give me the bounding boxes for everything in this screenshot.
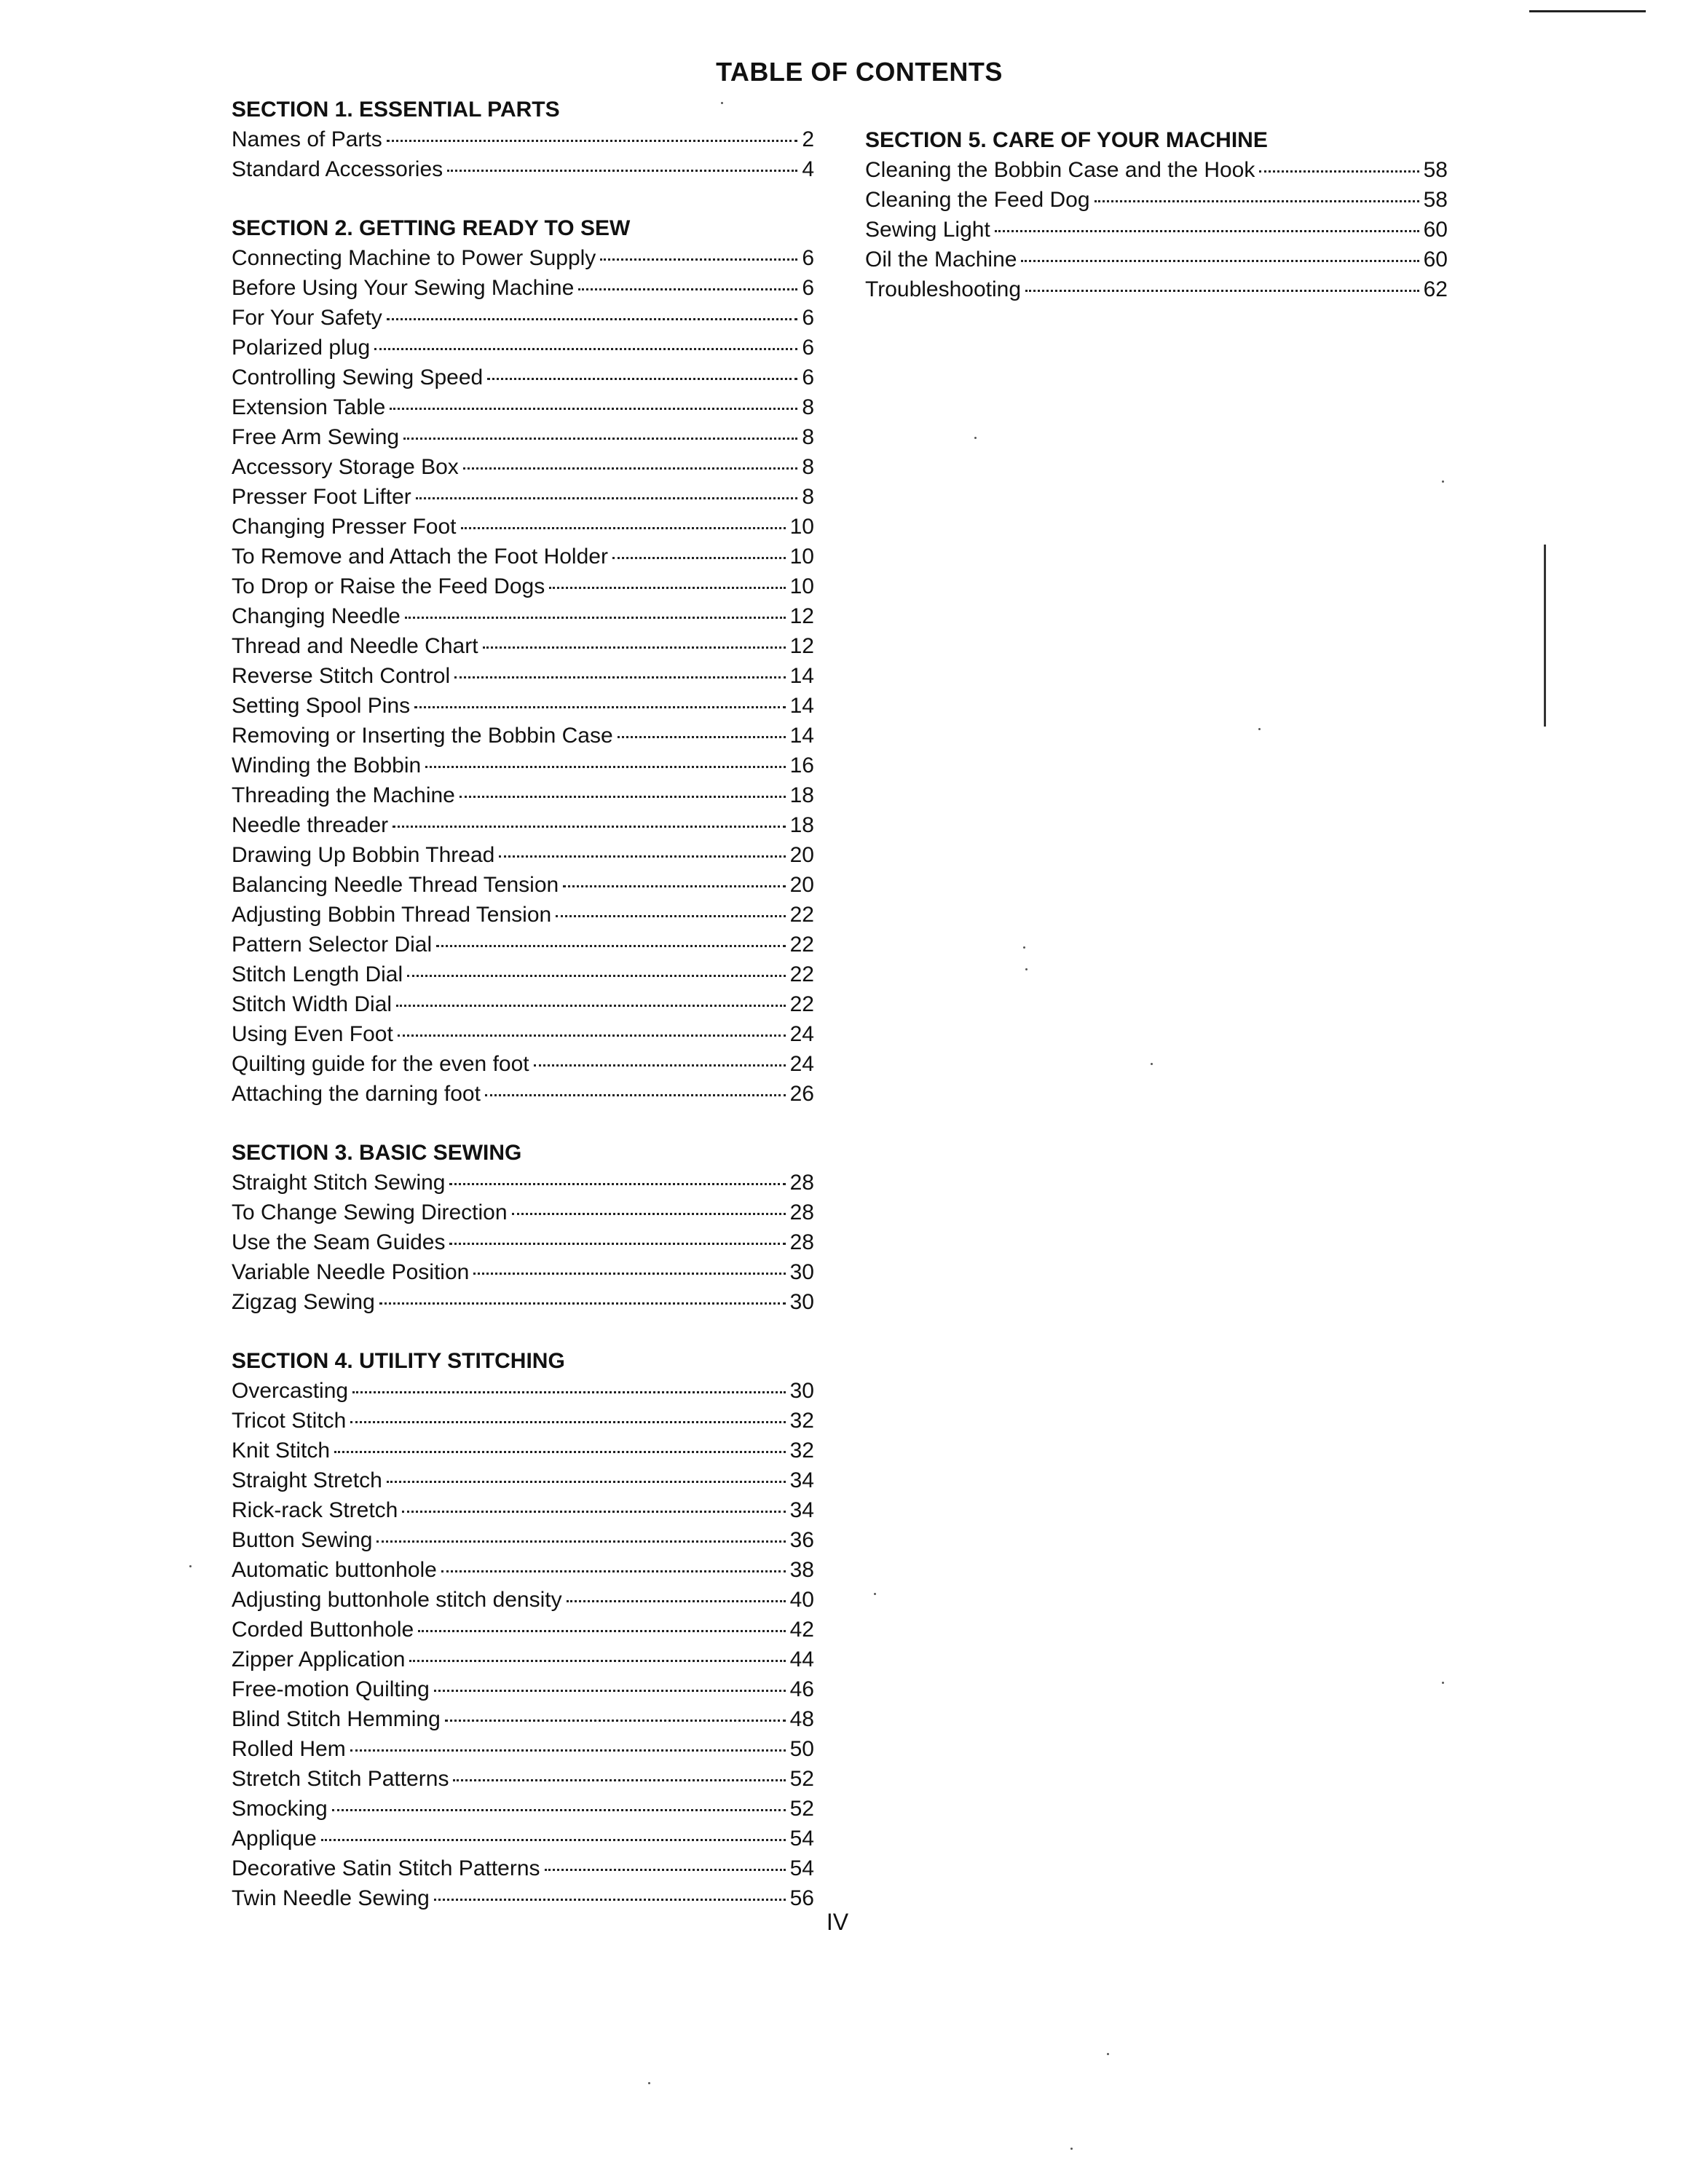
dot-leader — [578, 287, 797, 290]
entry-page-number: 22 — [789, 903, 814, 927]
dot-leader — [403, 436, 797, 440]
entry-label: Standard Accessories — [232, 157, 443, 181]
toc-entry — [865, 215, 1448, 245]
entry-page-number: 52 — [789, 1767, 814, 1791]
dot-leader — [352, 1390, 786, 1393]
scan-speck — [974, 437, 977, 439]
entry-label: Oil the Machine — [865, 248, 1017, 272]
entry-page-number: 2 — [802, 127, 814, 151]
section-heading: SECTION 4. UTILITY STITCHING — [232, 1349, 565, 1373]
toc-entry — [232, 124, 814, 154]
entry-label: Applique — [232, 1827, 317, 1851]
toc-entry — [232, 1257, 814, 1287]
entry-label: Free-motion Quilting — [232, 1677, 430, 1701]
entry-label: Straight Stitch Sewing — [232, 1171, 446, 1195]
entry-page-number: 26 — [789, 1082, 814, 1106]
entry-label: Rolled Hem — [232, 1737, 346, 1761]
entry-page-number: 28 — [789, 1200, 814, 1224]
scan-speck — [189, 1565, 192, 1567]
toc-entry — [232, 601, 814, 631]
entry-page-number: 44 — [789, 1647, 814, 1671]
section-heading: SECTION 3. BASIC SEWING — [232, 1141, 522, 1165]
toc-entry — [232, 1049, 814, 1079]
entry-label: Knit Stitch — [232, 1439, 331, 1463]
entry-page-number: 4 — [802, 157, 814, 181]
entry-label: Names of Parts — [232, 127, 382, 151]
toc-entry — [232, 631, 814, 661]
toc-entry — [232, 900, 814, 930]
dot-leader — [461, 526, 786, 529]
dot-leader — [350, 1420, 785, 1423]
entry-page-number: 36 — [789, 1528, 814, 1552]
toc-entry — [232, 661, 814, 691]
toc-entry — [232, 1019, 814, 1049]
entry-label: Twin Needle Sewing — [232, 1886, 430, 1910]
dot-leader — [376, 1539, 785, 1543]
entry-label: Before Using Your Sewing Machine — [232, 276, 575, 300]
entry-label: Sewing Light — [865, 218, 990, 242]
toc-entry — [232, 691, 814, 721]
entry-page-number: 10 — [789, 574, 814, 598]
dot-leader — [485, 1093, 786, 1096]
entry-label: Connecting Machine to Power Supply — [232, 246, 596, 270]
entry-page-number: 30 — [789, 1290, 814, 1314]
entry-page-number: 54 — [789, 1827, 814, 1851]
toc-entry — [232, 512, 814, 542]
toc-entry — [232, 1465, 814, 1495]
entry-page-number: 24 — [789, 1052, 814, 1076]
dot-leader — [454, 675, 786, 678]
dot-leader — [567, 1599, 786, 1602]
entry-page-number: 10 — [789, 515, 814, 539]
entry-label: Troubleshooting — [865, 277, 1022, 301]
dot-leader — [332, 1808, 786, 1811]
toc-entry — [232, 452, 814, 482]
dot-leader — [534, 1063, 786, 1067]
entry-page-number: 60 — [1423, 218, 1448, 242]
entry-page-number: 34 — [789, 1468, 814, 1492]
toc-section — [232, 95, 814, 184]
toc-entry — [232, 721, 814, 751]
entry-label: Automatic buttonhole — [232, 1558, 437, 1582]
dot-leader — [436, 943, 785, 947]
toc-entry — [232, 1824, 814, 1853]
toc-entry — [232, 780, 814, 810]
dot-leader — [473, 1271, 785, 1275]
toc-entry — [232, 243, 814, 273]
entry-label: Corded Buttonhole — [232, 1618, 414, 1642]
toc-entry — [232, 1376, 814, 1406]
toc-entry — [232, 571, 814, 601]
entry-label: Stitch Length Dial — [232, 962, 403, 986]
toc-entry — [232, 333, 814, 363]
entry-label: Zipper Application — [232, 1647, 406, 1671]
entry-page-number: 8 — [802, 455, 814, 479]
toc-entry — [232, 1704, 814, 1734]
toc-entry — [232, 1794, 814, 1824]
entry-page-number: 48 — [789, 1707, 814, 1731]
entry-page-number: 18 — [789, 783, 814, 807]
toc-entry — [232, 1227, 814, 1257]
dot-leader — [1025, 288, 1419, 292]
page-title: TABLE OF CONTENTS — [716, 57, 1003, 87]
dot-leader — [445, 1718, 786, 1722]
dot-leader — [374, 347, 797, 350]
toc-entry — [232, 870, 814, 900]
toc-section — [232, 1138, 814, 1317]
scan-speck — [721, 102, 723, 104]
dot-leader — [618, 735, 786, 738]
toc-entry — [232, 1585, 814, 1615]
entry-page-number: 54 — [789, 1856, 814, 1880]
toc-entry — [865, 155, 1448, 185]
entry-label: Changing Needle — [232, 604, 401, 628]
scan-speck — [1151, 1063, 1153, 1065]
dot-leader — [995, 229, 1419, 232]
dot-leader — [1021, 258, 1419, 262]
dot-leader — [387, 317, 798, 320]
entry-label: Removing or Inserting the Bobbin Case — [232, 724, 613, 748]
entry-page-number: 42 — [789, 1618, 814, 1642]
toc-entry — [232, 1883, 814, 1913]
toc-entry — [232, 1525, 814, 1555]
entry-page-number: 10 — [789, 545, 814, 569]
entry-label: For Your Safety — [232, 306, 382, 330]
entry-label: Stitch Width Dial — [232, 992, 393, 1016]
entry-page-number: 58 — [1423, 158, 1448, 182]
entry-label: Pattern Selector Dial — [232, 933, 433, 957]
entry-page-number: 22 — [789, 992, 814, 1016]
dot-leader — [441, 1569, 786, 1572]
toc-entry — [232, 392, 814, 422]
entry-page-number: 22 — [789, 933, 814, 957]
scan-side-line — [1544, 545, 1546, 727]
toc-left-column — [232, 95, 814, 1942]
entry-label: Rick-rack Stretch — [232, 1498, 398, 1522]
dot-leader — [612, 555, 786, 559]
toc-entry — [232, 363, 814, 392]
entry-page-number: 30 — [789, 1260, 814, 1284]
entry-page-number: 6 — [802, 306, 814, 330]
entry-label: Smocking — [232, 1797, 328, 1821]
entry-label: Quilting guide for the even foot — [232, 1052, 529, 1076]
entry-label: Adjusting buttonhole stitch density — [232, 1588, 562, 1612]
toc-entry — [232, 1615, 814, 1645]
dot-leader — [393, 824, 785, 828]
toc-entry — [232, 1436, 814, 1465]
scan-speck — [1258, 728, 1261, 730]
toc-entry — [865, 245, 1448, 274]
entry-page-number: 58 — [1423, 188, 1448, 212]
scan-speck — [1025, 968, 1028, 970]
toc-entry — [232, 482, 814, 512]
entry-page-number: 52 — [789, 1797, 814, 1821]
toc-entry — [232, 273, 814, 303]
scan-speck — [1107, 2053, 1109, 2055]
toc-entry — [232, 1406, 814, 1436]
scan-speck — [648, 2082, 650, 2084]
toc-section — [865, 125, 1448, 304]
entry-page-number: 6 — [802, 365, 814, 389]
section-heading: SECTION 2. GETTING READY TO SEW — [232, 216, 631, 240]
entry-label: Presser Foot Lifter — [232, 485, 411, 509]
entry-page-number: 32 — [789, 1409, 814, 1433]
dot-leader — [418, 1629, 785, 1632]
entry-page-number: 34 — [789, 1498, 814, 1522]
entry-label: Stretch Stitch Patterns — [232, 1767, 449, 1791]
entry-label: Overcasting — [232, 1379, 349, 1403]
scan-speck — [1023, 946, 1025, 949]
dot-leader — [449, 1241, 785, 1245]
toc-entry — [232, 154, 814, 184]
dot-leader — [460, 794, 786, 798]
entry-label: Blind Stitch Hemming — [232, 1707, 441, 1731]
entry-label: Drawing Up Bobbin Thread — [232, 843, 495, 867]
toc-entry — [232, 989, 814, 1019]
entry-label: To Drop or Raise the Feed Dogs — [232, 574, 545, 598]
scan-speck — [1442, 1682, 1444, 1684]
dot-leader — [600, 257, 797, 261]
dot-leader — [398, 1033, 786, 1037]
entry-page-number: 8 — [802, 395, 814, 419]
toc-entry — [232, 751, 814, 780]
entry-label: Button Sewing — [232, 1528, 373, 1552]
dot-leader — [545, 1867, 786, 1871]
toc-entry — [232, 1555, 814, 1585]
dot-leader — [556, 914, 785, 917]
toc-entry — [232, 1198, 814, 1227]
entry-label: Winding the Bobbin — [232, 753, 422, 778]
dot-leader — [390, 406, 797, 410]
entry-page-number: 24 — [789, 1022, 814, 1046]
toc-entry — [232, 1674, 814, 1704]
entry-page-number: 6 — [802, 276, 814, 300]
dot-leader — [487, 376, 797, 380]
entry-page-number: 20 — [789, 843, 814, 867]
entry-label: Using Even Foot — [232, 1022, 393, 1046]
dot-leader — [387, 138, 798, 142]
entry-label: Thread and Needle Chart — [232, 634, 478, 658]
toc-entry — [232, 1734, 814, 1764]
entry-page-number: 12 — [789, 604, 814, 628]
section-heading: SECTION 5. CARE OF YOUR MACHINE — [865, 128, 1268, 152]
entry-page-number: 12 — [789, 634, 814, 658]
toc-entry — [232, 1287, 814, 1317]
dot-leader — [563, 884, 785, 887]
scan-speck — [1442, 480, 1444, 483]
dot-leader — [453, 1778, 785, 1781]
entry-page-number: 20 — [789, 873, 814, 897]
toc-entry — [232, 1764, 814, 1794]
dot-leader — [549, 585, 785, 589]
dot-leader — [512, 1211, 786, 1215]
entry-label: To Change Sewing Direction — [232, 1200, 508, 1224]
dot-leader — [499, 854, 785, 858]
entry-label: Extension Table — [232, 395, 386, 419]
dot-leader — [447, 168, 797, 172]
dot-leader — [402, 1509, 785, 1513]
entry-page-number: 28 — [789, 1230, 814, 1254]
entry-page-number: 8 — [802, 425, 814, 449]
dot-leader — [483, 645, 786, 649]
scan-speck — [1070, 2148, 1073, 2150]
toc-entry — [232, 1495, 814, 1525]
toc-entry — [232, 1853, 814, 1883]
toc-entry — [232, 303, 814, 333]
scan-speck — [874, 1593, 876, 1595]
entry-label: Setting Spool Pins — [232, 694, 411, 718]
entry-label: Free Arm Sewing — [232, 425, 400, 449]
toc-section — [232, 213, 814, 1109]
entry-page-number: 40 — [789, 1588, 814, 1612]
toc-entry — [865, 274, 1448, 304]
toc-entry — [232, 542, 814, 571]
entry-page-number: 14 — [789, 724, 814, 748]
dot-leader — [334, 1449, 786, 1453]
entry-label: Variable Needle Position — [232, 1260, 470, 1284]
dot-leader — [434, 1688, 786, 1692]
dot-leader — [425, 764, 785, 768]
entry-label: Straight Stretch — [232, 1468, 382, 1492]
scan-edge-line — [1529, 10, 1646, 12]
entry-label: Needle threader — [232, 813, 389, 837]
entry-label: To Remove and Attach the Foot Holder — [232, 545, 608, 569]
entry-label: Attaching the darning foot — [232, 1082, 481, 1106]
dot-leader — [463, 466, 798, 470]
entry-page-number: 60 — [1423, 248, 1448, 272]
entry-page-number: 28 — [789, 1171, 814, 1195]
entry-label: Zigzag Sewing — [232, 1290, 375, 1314]
dot-leader — [409, 1658, 785, 1662]
toc-right-column — [865, 125, 1448, 333]
entry-label: Changing Presser Foot — [232, 515, 457, 539]
entry-page-number: 56 — [789, 1886, 814, 1910]
entry-page-number: 46 — [789, 1677, 814, 1701]
toc-entry — [865, 185, 1448, 215]
entry-page-number: 8 — [802, 485, 814, 509]
dot-leader — [414, 705, 785, 708]
entry-page-number: 22 — [789, 962, 814, 986]
toc-entry — [232, 960, 814, 989]
entry-page-number: 6 — [802, 246, 814, 270]
toc-entry — [232, 810, 814, 840]
entry-label: Cleaning the Bobbin Case and the Hook — [865, 158, 1255, 182]
entry-page-number: 32 — [789, 1439, 814, 1463]
toc-section — [232, 1346, 814, 1913]
toc-entry — [232, 840, 814, 870]
entry-page-number: 50 — [789, 1737, 814, 1761]
entry-page-number: 6 — [802, 336, 814, 360]
entry-page-number: 14 — [789, 694, 814, 718]
dot-leader — [416, 496, 798, 499]
entry-page-number: 38 — [789, 1558, 814, 1582]
dot-leader — [396, 1003, 786, 1007]
entry-label: Decorative Satin Stitch Patterns — [232, 1856, 540, 1880]
entry-label: Cleaning the Feed Dog — [865, 188, 1090, 212]
dot-leader — [407, 973, 785, 977]
entry-page-number: 62 — [1423, 277, 1448, 301]
dot-leader — [350, 1748, 786, 1752]
dot-leader — [449, 1182, 785, 1185]
entry-label: Balancing Needle Thread Tension — [232, 873, 559, 897]
entry-page-number: 16 — [789, 753, 814, 778]
entry-label: Reverse Stitch Control — [232, 664, 451, 688]
entry-label: Tricot Stitch — [232, 1409, 347, 1433]
toc-entry — [232, 930, 814, 960]
toc-entry — [232, 1168, 814, 1198]
toc-entry — [232, 422, 814, 452]
toc-entry — [232, 1645, 814, 1674]
dot-leader — [1095, 199, 1419, 202]
entry-label: Accessory Storage Box — [232, 455, 459, 479]
toc-entry — [232, 1079, 814, 1109]
dot-leader — [379, 1301, 786, 1305]
entry-label: Threading the Machine — [232, 783, 455, 807]
entry-label: Polarized plug — [232, 336, 371, 360]
dot-leader — [1259, 169, 1419, 173]
page-number: IV — [826, 1909, 849, 1935]
dot-leader — [405, 615, 786, 619]
entry-label: Adjusting Bobbin Thread Tension — [232, 903, 552, 927]
entry-page-number: 30 — [789, 1379, 814, 1403]
entry-label: Controlling Sewing Speed — [232, 365, 484, 389]
dot-leader — [321, 1837, 786, 1841]
dot-leader — [434, 1897, 786, 1901]
entry-page-number: 14 — [789, 664, 814, 688]
entry-page-number: 18 — [789, 813, 814, 837]
dot-leader — [387, 1479, 786, 1483]
entry-label: Use the Seam Guides — [232, 1230, 446, 1254]
section-heading: SECTION 1. ESSENTIAL PARTS — [232, 98, 560, 122]
